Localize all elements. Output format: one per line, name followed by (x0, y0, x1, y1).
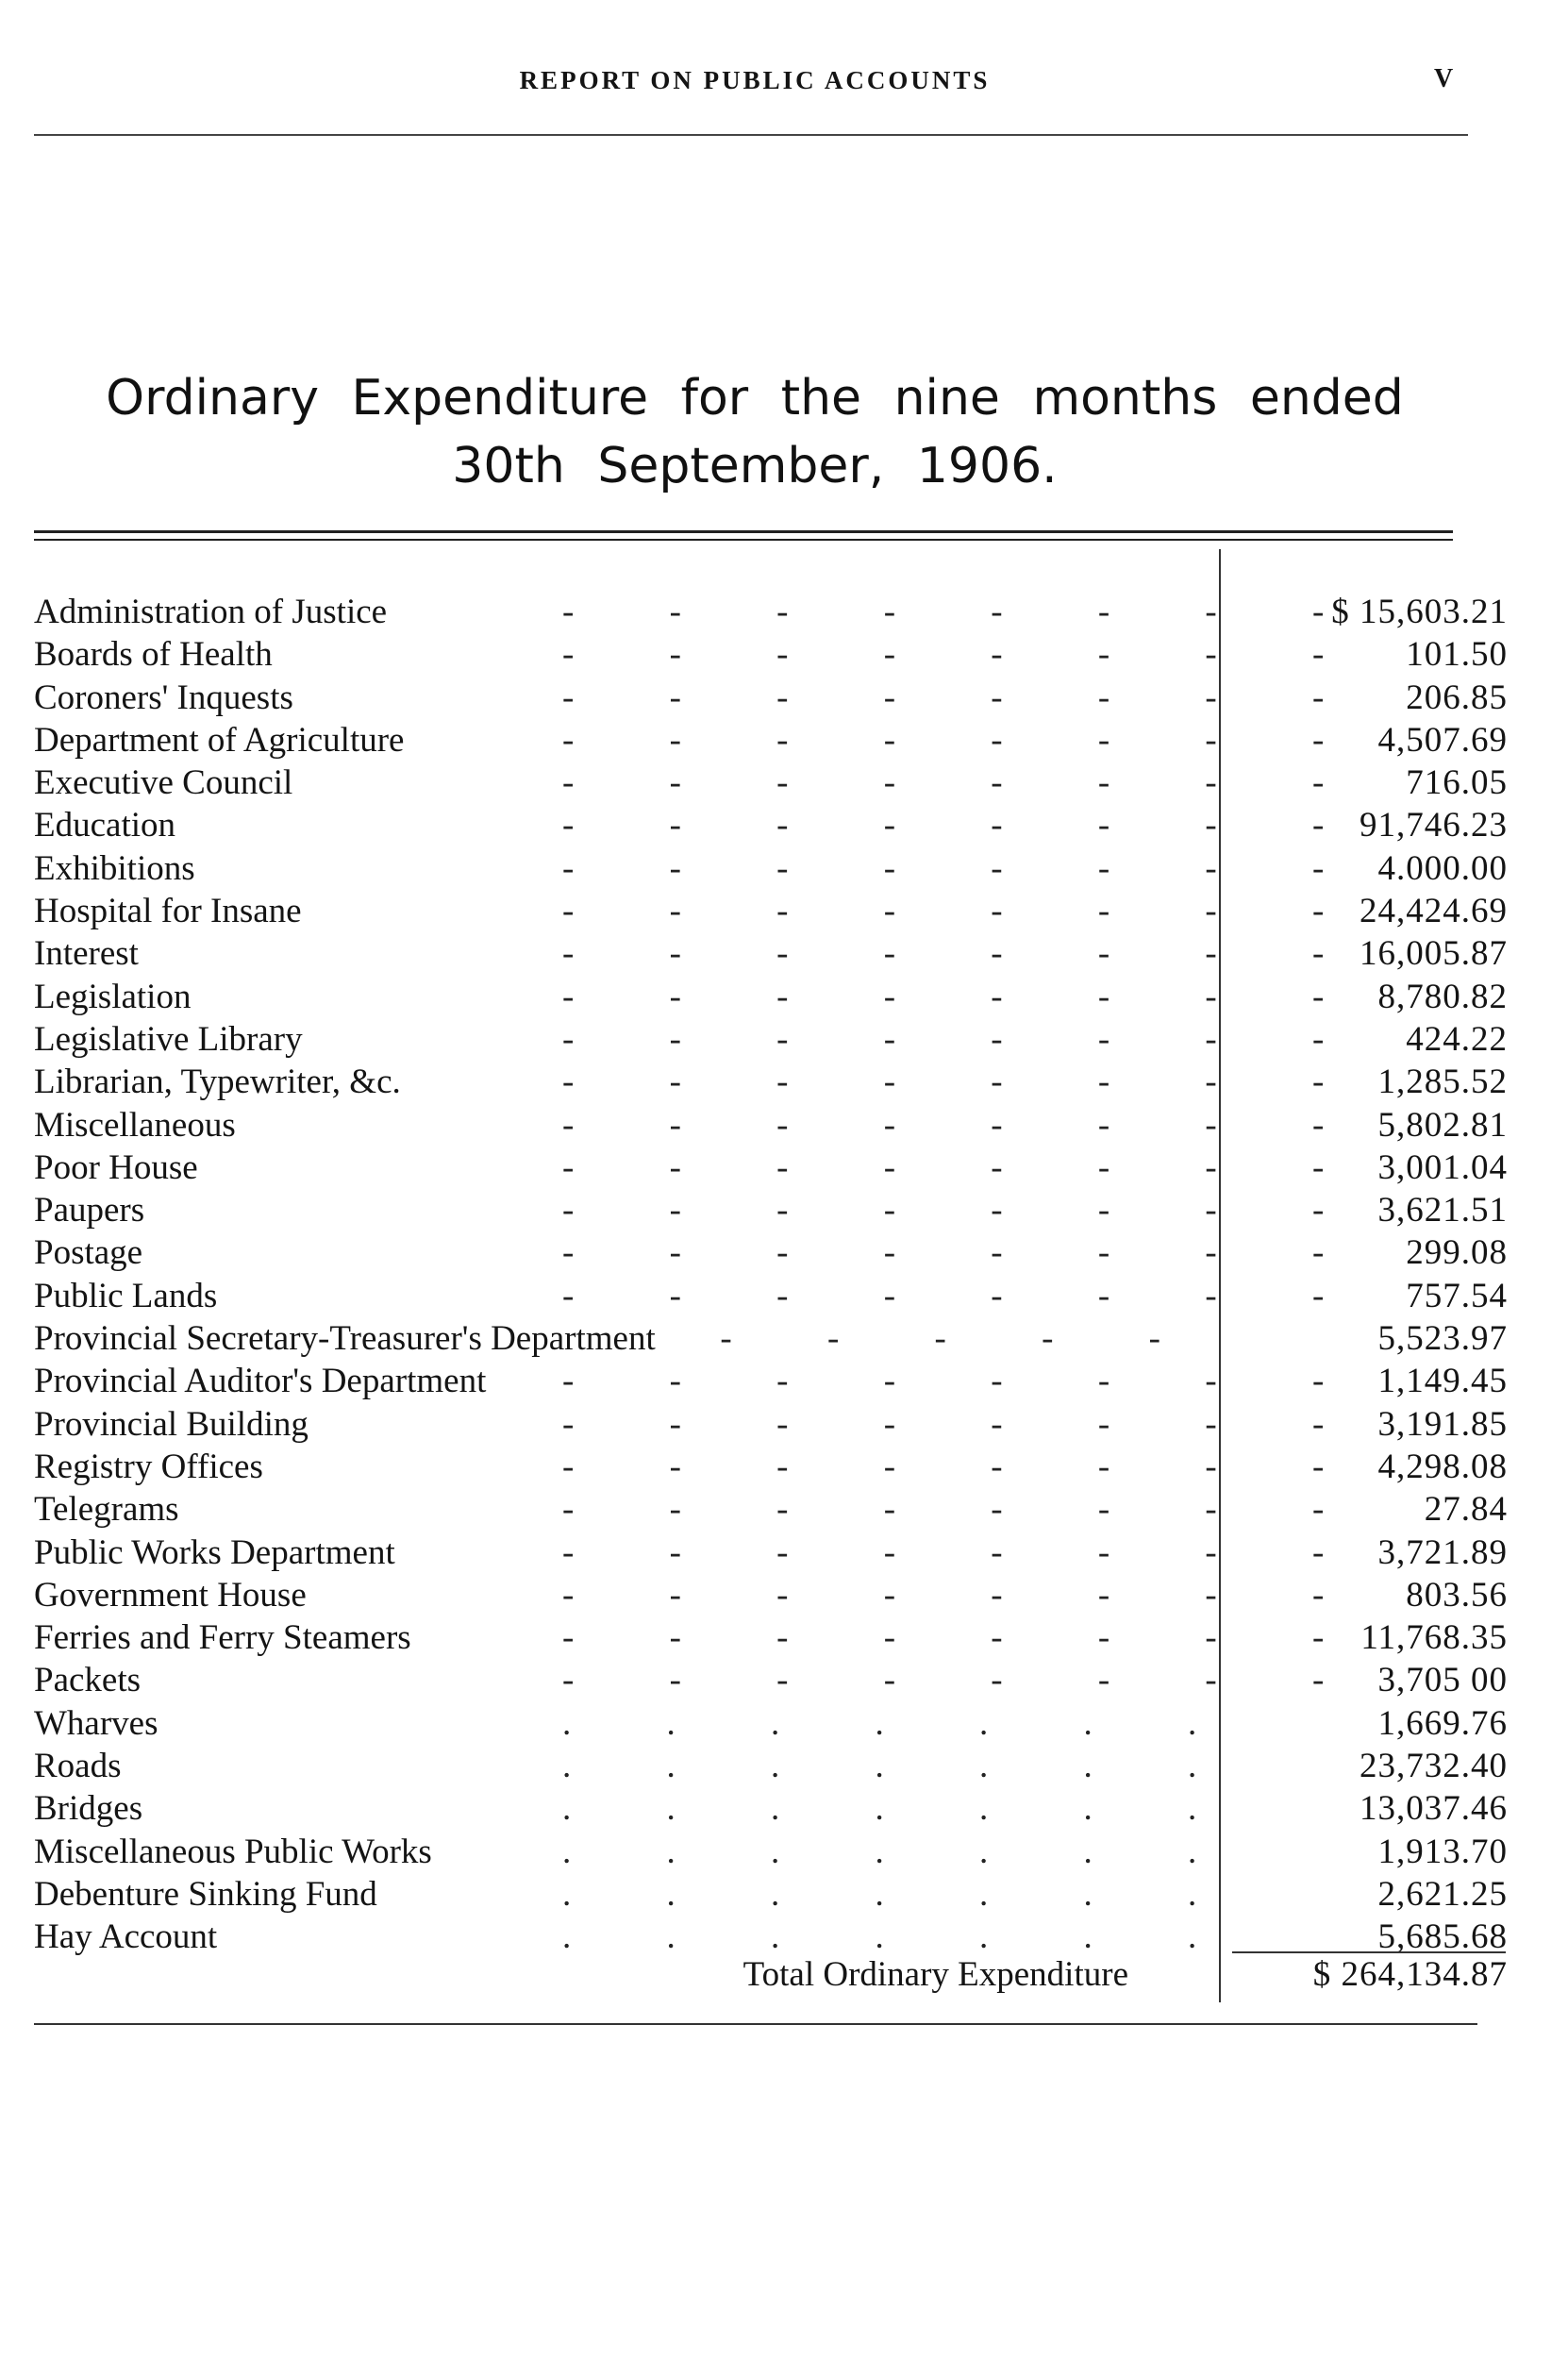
table-row (34, 1275, 1506, 1317)
row-amount: 4,298.08 (1377, 1447, 1508, 1486)
row-amount: $ 15,603.21 (1331, 593, 1508, 631)
table-row (34, 1659, 1506, 1701)
running-title: REPORT ON PUBLIC ACCOUNTS (519, 66, 991, 94)
table-top-rule (34, 530, 1453, 541)
row-leaders: - - - - - - - - (562, 1661, 1368, 1700)
expenditure-table (34, 549, 1506, 2021)
row-label: Legislative Library (34, 1019, 303, 1059)
row-amount: 23,732.40 (1359, 1747, 1508, 1786)
row-label: Miscellaneous Public Works (34, 1832, 432, 1871)
row-label: Telegrams (34, 1490, 179, 1530)
row-amount: 91,746.23 (1359, 806, 1508, 845)
page-number: V (1434, 64, 1454, 93)
row-amount: 3,001.04 (1377, 1147, 1508, 1187)
row-leaders: - - - - - - - - (562, 763, 1368, 803)
row-leaders: . . . . . . . (562, 1917, 1241, 1957)
row-amount: 299.08 (1406, 1233, 1508, 1273)
row-label: Wharves (34, 1703, 158, 1743)
table-row (34, 1531, 1506, 1574)
row-amount: 803.56 (1406, 1575, 1508, 1615)
row-leaders: - - - - - - - - (562, 1019, 1368, 1059)
row-amount: 424.22 (1406, 1019, 1508, 1059)
row-label: Boards of Health (34, 635, 273, 675)
row-leaders: - - - - - - - - (562, 1618, 1368, 1658)
row-leaders: - - - - - - - - (562, 1362, 1368, 1401)
row-label: Miscellaneous (34, 1105, 236, 1145)
row-leaders: - - - - - - - - (562, 635, 1368, 675)
running-head (0, 60, 1568, 98)
row-leaders: - - - - - - - - (562, 1147, 1368, 1187)
row-label: Registry Offices (34, 1447, 263, 1486)
row-leaders: - - - - - - - - (562, 1575, 1368, 1615)
row-leaders: - - - - - - - - (562, 678, 1368, 717)
table-row (34, 762, 1506, 804)
table-row (34, 1231, 1506, 1274)
row-leaders: - - - - - - - - (562, 848, 1368, 888)
row-amount: 4.000.00 (1377, 848, 1508, 888)
row-amount: 24,424.69 (1359, 892, 1508, 931)
table-row (34, 1873, 1506, 1916)
row-label: Roads (34, 1747, 122, 1786)
table-row (34, 1574, 1506, 1616)
table-row (34, 1104, 1506, 1147)
row-amount: 206.85 (1406, 678, 1508, 717)
row-label: Interest (34, 934, 139, 974)
title-line-2: 30th September, 1906. (452, 438, 1058, 494)
row-amount: 27.84 (1424, 1490, 1508, 1530)
page-title (38, 364, 1472, 500)
row-leaders: - - - - - - - - (562, 593, 1368, 631)
row-leaders: . . . . . . . (562, 1832, 1241, 1871)
row-label: Postage (34, 1233, 143, 1273)
table-row (34, 847, 1506, 890)
row-amount: 1,285.52 (1377, 1063, 1508, 1102)
table-row (34, 1317, 1506, 1360)
row-label: Education (34, 806, 176, 845)
row-label: Coroners' Inquests (34, 678, 293, 717)
row-leaders: - - - - - - - - (562, 806, 1368, 845)
row-leaders: - - - - - - - - (562, 1447, 1368, 1486)
row-leaders: - - - - - - - - (562, 1105, 1368, 1145)
table-row (34, 932, 1506, 975)
row-label: Hospital for Insane (34, 892, 302, 931)
row-label: Department of Agriculture (34, 720, 405, 760)
row-amount: 716.05 (1406, 763, 1508, 803)
row-leaders: . . . . . . . (562, 1747, 1241, 1786)
row-label: Legislation (34, 977, 192, 1016)
row-label: Executive Council (34, 763, 293, 803)
row-amount: 1,913.70 (1377, 1832, 1508, 1871)
title-line-1: Ordinary Expenditure for the nine months ended (106, 370, 1404, 427)
row-label: Provincial Secretary-Treasurer's Department (34, 1319, 656, 1359)
row-amount: 11,768.35 (1360, 1618, 1508, 1658)
row-leaders: . . . . . . . (562, 1789, 1241, 1829)
row-amount: 5,802.81 (1377, 1105, 1508, 1145)
row-leaders: - - - - - - - - (562, 720, 1368, 760)
table-row (34, 1831, 1506, 1873)
row-leaders: - - - - - - - - (562, 1404, 1368, 1444)
table-row (34, 633, 1506, 676)
row-amount: 3,191.85 (1377, 1404, 1508, 1444)
row-amount: 3,705 00 (1377, 1661, 1508, 1700)
row-leaders: . . . . . . . (562, 1703, 1241, 1743)
row-leaders: - - - - - - - - (562, 1233, 1368, 1273)
table-row (34, 1403, 1506, 1446)
row-label: Librarian, Typewriter, &c. (34, 1063, 401, 1102)
table-row (34, 1360, 1506, 1402)
row-label: Poor House (34, 1147, 198, 1187)
table-row (34, 1702, 1506, 1745)
row-amount: 2,621.25 (1377, 1874, 1508, 1914)
row-leaders: - - - - - - - - (562, 1276, 1368, 1315)
row-amount: 1,669.76 (1377, 1703, 1508, 1743)
row-amount: 5,685.68 (1377, 1917, 1508, 1957)
table-row (34, 1446, 1506, 1488)
table-row (34, 1488, 1506, 1531)
table-row (34, 1745, 1506, 1787)
row-label: Paupers (34, 1191, 145, 1230)
row-amount: 101.50 (1406, 635, 1508, 675)
row-amount: 3,621.51 (1377, 1191, 1508, 1230)
row-label: Ferries and Ferry Steamers (34, 1618, 411, 1658)
table-row (34, 976, 1506, 1018)
row-label: Public Lands (34, 1276, 218, 1315)
row-label: Hay Account (34, 1917, 218, 1957)
row-amount: 16,005.87 (1359, 934, 1508, 974)
row-label: Government House (34, 1575, 307, 1615)
table-bottom-rule (34, 2023, 1477, 2025)
header-rule (34, 134, 1468, 136)
row-label: Bridges (34, 1789, 143, 1829)
table-row (34, 677, 1506, 719)
expenditure-rows (34, 591, 1506, 1959)
row-amount: 4,507.69 (1377, 720, 1508, 760)
row-leaders: - - - - - - - - (562, 1063, 1368, 1102)
row-label: Public Works Department (34, 1532, 395, 1572)
table-row (34, 591, 1506, 633)
table-row (34, 890, 1506, 932)
row-leaders: - - - - - - - - (562, 1490, 1368, 1530)
row-label: Exhibitions (34, 848, 195, 888)
row-leaders: - - - - - - - - (562, 934, 1368, 974)
row-amount: 1,149.45 (1377, 1362, 1508, 1401)
row-amount: 5,523.97 (1377, 1319, 1508, 1359)
table-row (34, 1616, 1506, 1659)
row-amount: 13,037.46 (1359, 1789, 1508, 1829)
total-amount: $ 264,134.87 (1312, 1955, 1508, 1994)
table-row (34, 1061, 1506, 1103)
table-row (34, 1787, 1506, 1830)
row-label: Provincial Building (34, 1404, 309, 1444)
row-leaders: - - - - - - - - (562, 1191, 1368, 1230)
row-amount: 8,780.82 (1377, 977, 1508, 1016)
total-row (34, 1953, 1506, 1997)
row-leaders: - - - - - - - - (562, 892, 1368, 931)
table-row (34, 1189, 1506, 1231)
table-row (34, 804, 1506, 846)
total-label: Total Ordinary Expenditure (742, 1955, 1128, 1994)
row-amount: 757.54 (1406, 1276, 1508, 1315)
row-label: Administration of Justice (34, 593, 388, 631)
table-row (34, 1147, 1506, 1189)
row-amount: 3,721.89 (1377, 1532, 1508, 1572)
row-leaders: - - - - - (720, 1319, 1204, 1359)
row-label: Debenture Sinking Fund (34, 1874, 377, 1914)
row-label: Packets (34, 1661, 142, 1700)
table-row (34, 1018, 1506, 1061)
row-leaders: - - - - - - - - (562, 977, 1368, 1016)
row-leaders: - - - - - - - - (562, 1532, 1368, 1572)
row-leaders: . . . . . . . (562, 1874, 1241, 1914)
table-row (34, 719, 1506, 762)
row-label: Provincial Auditor's Department (34, 1362, 487, 1401)
